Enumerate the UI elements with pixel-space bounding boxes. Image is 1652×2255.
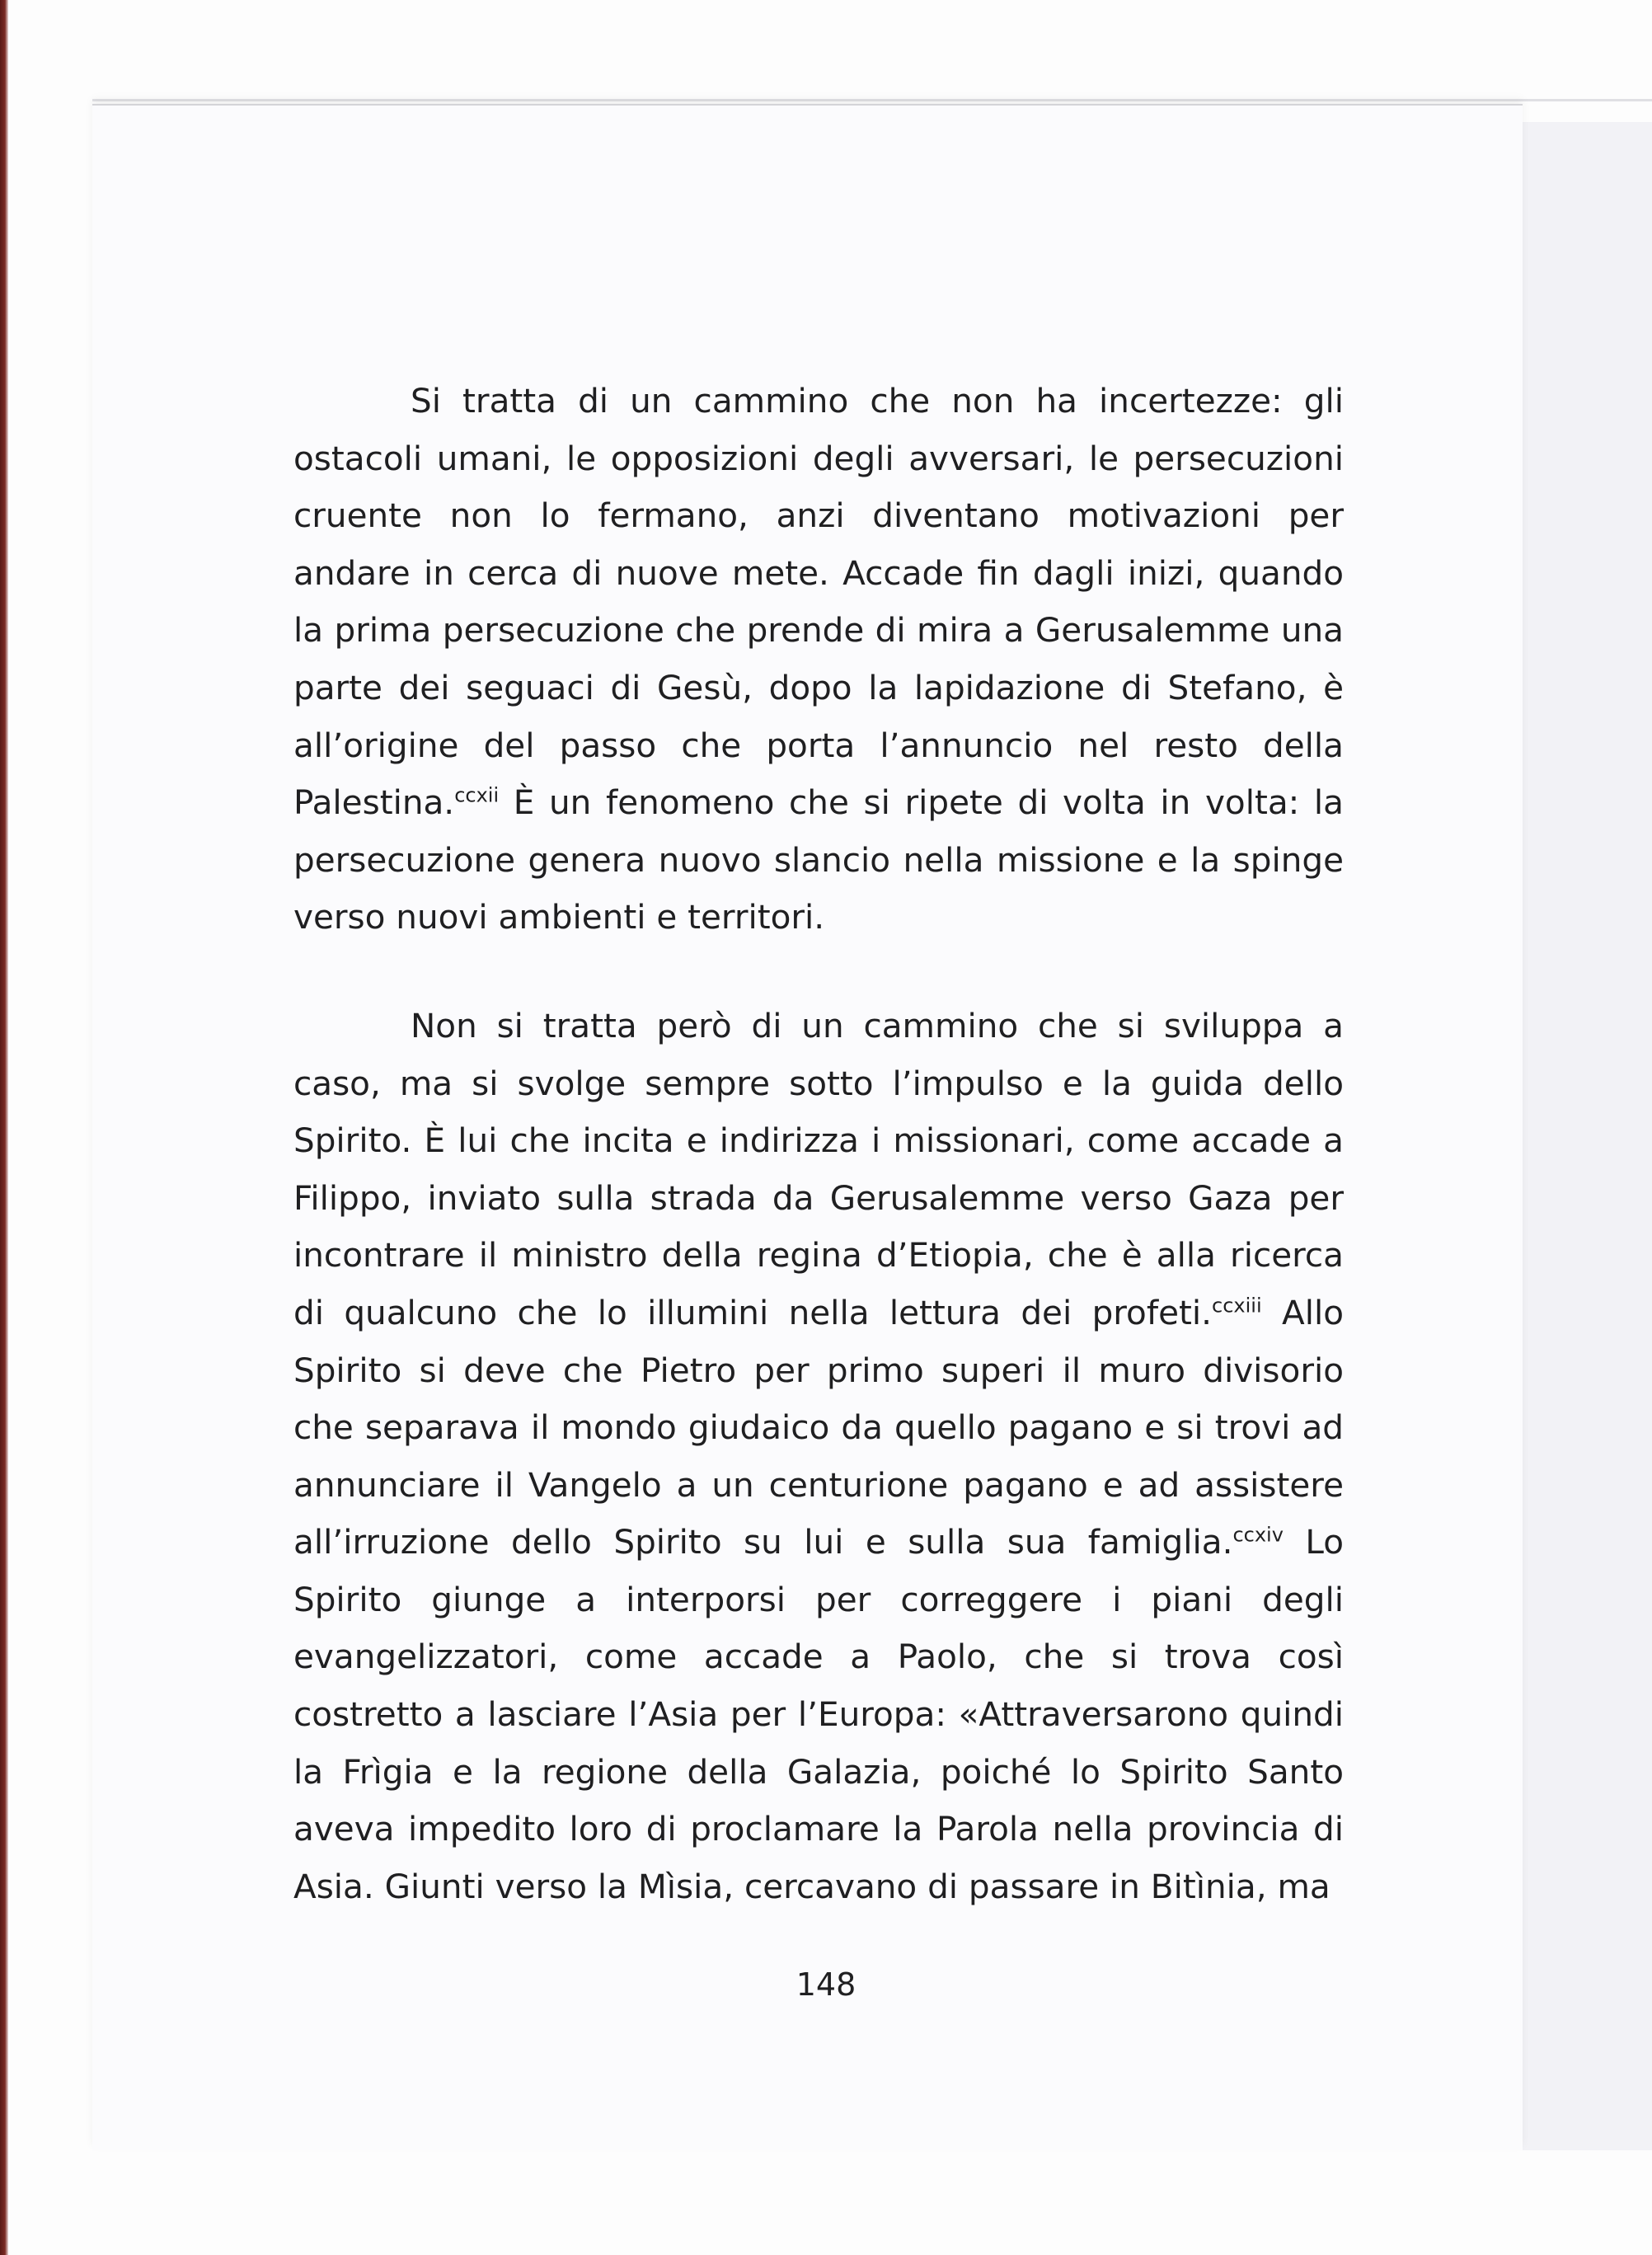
paragraph-2-text-2: Allo Spirito si deve che Pietro per primo superi il muro divisorio che separava il mondo giudaico da quello pagano e si trovi ad annunciare il Vangelo a un centurione pagano e ad assistere all’irruzione dello Spirito su lui e sulla sua famiglia. (293, 1292, 1344, 1562)
scan-edge (0, 0, 8, 2255)
footnote-ref-ccxiii: ccxiii (1212, 1294, 1262, 1318)
footnote-ref-ccxii: ccxii (454, 783, 500, 807)
facing-page-edge (1518, 122, 1652, 2150)
page-number: 148 (795, 1966, 857, 2003)
body-text (293, 373, 1344, 1915)
paragraph-2-text-1: Non si tratta però di un cammino che si sviluppa a caso, ma si svolge sempre sotto l’impulso e la guida dello Spirito. È lui che incita e indirizza i missionari, come accade a Filippo, inviato sulla strada da Gerusalemme verso Gaza per incontrare il ministro della regina d’Etiopia, che è alla ricerca di qualcuno che lo illumini nella lettura dei profeti. (293, 1005, 1344, 1332)
paragraph-1-text-2: È un fenomeno che si ripete di volta in volta: la persecuzione genera nuovo slancio nella missione e la spinge verso nuovi ambienti e territori. (293, 782, 1344, 937)
paragraph-1-text-1: Si tratta di un cammino che non ha incertezze: gli ostacoli umani, le opposizioni degli avversari, le persecuzioni cruente non lo fermano, anzi diventano motivazioni per andare in cerca di nuove mete. Accade fin dagli inizi, quando la prima persecuzione che prende di mira a Gerusalemme una parte dei seguaci di Gesù, dopo la lapidazione di Stefano, è all’origine del passo che porta l’annuncio nel resto della Palestina. (293, 381, 1344, 823)
footnote-ref-ccxiv: ccxiv (1232, 1523, 1284, 1547)
paragraph-2 (293, 998, 1344, 1916)
paragraph-1 (293, 373, 1344, 947)
paragraph-2-text-3: Lo Spirito giunge a interporsi per correggere i piani degli evangelizzatori, come accade a Paolo, che si trova così costretto a lasciare l’Asia per l’Europa: «Attraversarono quindi la Frìgia e la regione della Galazia, poiché lo Spirito Santo aveva impedito loro di proclamare la Parola nella provincia di Asia. Giunti verso la Mìsia, cercavano di passare in Bitìnia, ma (293, 1522, 1344, 1906)
page-top-edge (92, 99, 1652, 101)
